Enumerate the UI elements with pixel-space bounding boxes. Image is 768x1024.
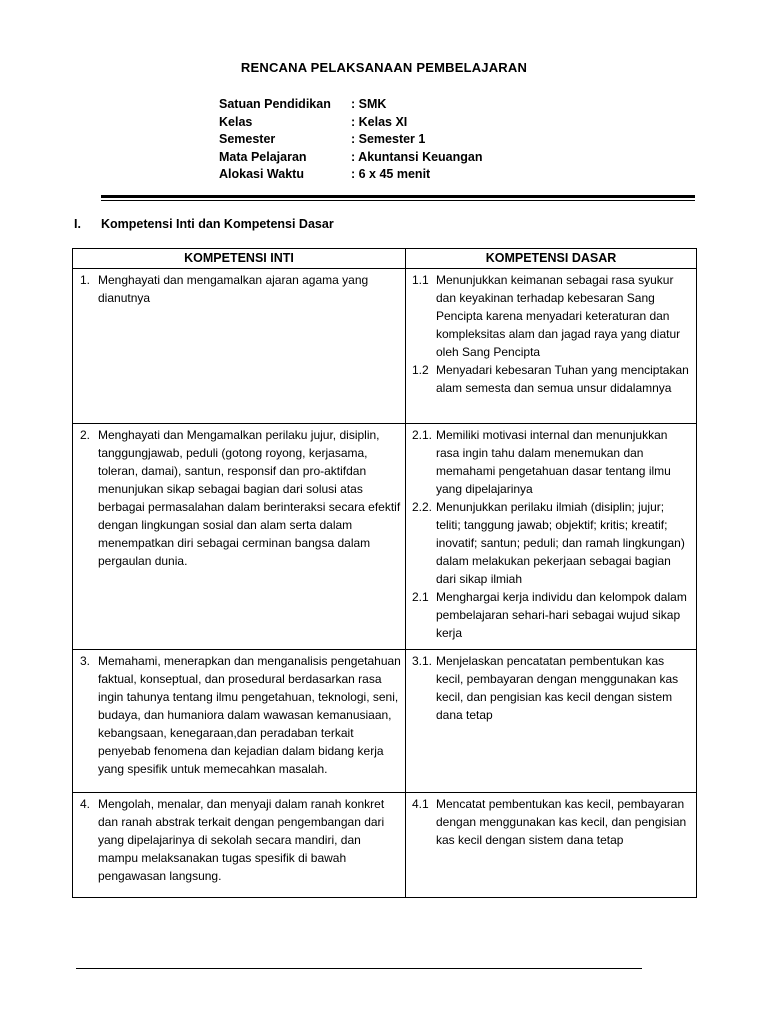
meta-label: Semester [219, 132, 276, 146]
header-divider-thick [101, 195, 695, 198]
footer-divider [76, 968, 642, 969]
meta-value: : Semester 1 [351, 132, 426, 146]
kd-text: Mencatat pembentukan kas kecil, pembayaran dengan menggunakan kas kecil, dan pengisian kas kecil dengan sistem dana tetap [436, 797, 687, 847]
document-meta [219, 96, 483, 184]
table-row [73, 269, 697, 424]
table-row [73, 650, 697, 793]
table-row [73, 424, 697, 650]
kd-text: Menunjukkan keimanan sebagai rasa syukur dan keyakinan terhadap kebesaran Sang Pencipta karena menyadari keteraturan dan kompleksitas alam dan jagad raya yang diatur oleh Sang Pencipta [436, 273, 681, 359]
ki-text: Memahami, menerapkan dan menganalisis pengetahuan faktual, konseptual, dan prosedural berdasarkan rasa ingin tahunya tentang ilmu pengetahuan, teknologi, seni, budaya, dan humaniora dalam wawasan kemanusiaan, kebangsaan, kenegaraan,dan peradaban terkait penyebab fenomena dan kejadian dalam bidang kerja yang spesifik untuk memecahkan masalah. [98, 654, 401, 776]
ki-number: 3. [80, 654, 91, 668]
kd-text: Menunjukkan perilaku ilmiah (disiplin; jujur; teliti; tanggung jawab; objektif; kritis; kreatif; inovatif; santun; peduli; dan ramah lingkungan) dalam melakukan pekerjaan sebagai bagian dari sikap ilmiah [436, 500, 685, 586]
meta-value: : Kelas XI [351, 114, 408, 129]
kd-item [412, 426, 692, 498]
meta-label: Kelas [219, 114, 253, 129]
kd-text: Menghargai kerja individu dan kelompok dalam pembelajaran sehari-hari sebagai wujud sikap kerja [436, 590, 687, 640]
ki-number: 4. [80, 797, 91, 811]
ki-cell [73, 793, 406, 898]
kd-cell [406, 650, 697, 793]
meta-value: : Akuntansi Keuangan [351, 149, 483, 164]
kd-item [412, 271, 692, 361]
ki-cell [73, 269, 406, 424]
header-divider-thin [101, 200, 695, 201]
meta-row-mata-pelajaran [219, 149, 483, 167]
ki-text: Menghayati dan Mengamalkan perilaku jujur, disiplin, tanggungjawab, peduli (gotong royong, kerjasama, toleran, damai), santun, responsif dan pro-aktifdan menunjukan sikap sebagai bagian dari solusi atas berbagai permasalahan dalam berinteraksi secara efektif dengan lingkungan sosial dan alam serta dalam menempatkan diri sebagai cerminan bangsa dalam pergaulan dunia. [98, 428, 401, 568]
column-header-kompetensi-inti: KOMPETENSI INTI [73, 249, 406, 269]
section-title: Kompetensi Inti dan Kompetensi Dasar [101, 217, 334, 231]
kd-cell [406, 793, 697, 898]
kd-number: 2.2. [412, 500, 433, 514]
kompetensi-table [72, 248, 697, 898]
ki-cell [73, 424, 406, 650]
meta-value: : 6 x 45 menit [351, 167, 431, 181]
meta-row-kelas [219, 114, 483, 132]
kd-text: Memiliki motivasi internal dan menunjukkan rasa ingin tahu dalam menemukan dan memahami pengetahuan dasar tentang ilmu yang dipelajarinya [436, 428, 671, 496]
ki-number: 2. [80, 428, 91, 442]
kd-item [412, 498, 692, 588]
section-number: I. [74, 217, 81, 231]
kd-text: Menjelaskan pencatatan pembentukan kas kecil, pembayaran dengan menggunakan kas kecil, dan pengisian kas kecil dengan sistem dana tetap [436, 654, 679, 722]
kd-item [412, 795, 692, 849]
kd-number: 2.1. [412, 428, 433, 442]
table-header-row [73, 249, 697, 269]
kd-number: 2.1 [412, 590, 429, 604]
table-row [73, 793, 697, 898]
section-heading [74, 217, 334, 231]
meta-row-semester [219, 131, 483, 149]
kd-text: Menyadari kebesaran Tuhan yang menciptakan alam semesta dan semua unsur didalamnya [436, 363, 689, 395]
kd-number: 3.1. [412, 654, 433, 668]
ki-text: Mengolah, menalar, dan menyaji dalam ranah konkret dan ranah abstrak terkait dengan pengembangan dari yang dipelajarinya di sekolah secara mandiri, dan mampu melaksanakan tugas spesifik di bawah pengawasan langsung. [98, 797, 385, 883]
meta-row-alokasi-waktu [219, 166, 483, 184]
kd-cell [406, 424, 697, 650]
meta-value: : SMK [351, 97, 387, 111]
column-header-kompetensi-dasar: KOMPETENSI DASAR [406, 249, 697, 269]
kd-item [412, 652, 692, 724]
meta-row-satuan-pendidikan [219, 96, 483, 114]
ki-text: Menghayati dan mengamalkan ajaran agama yang dianutnya [98, 273, 369, 305]
kd-number: 1.2 [412, 363, 429, 377]
ki-number: 1. [80, 273, 91, 287]
kd-item [412, 361, 692, 397]
kd-number: 4.1 [412, 797, 429, 811]
ki-cell [73, 650, 406, 793]
meta-label: Satuan Pendidikan [219, 97, 331, 111]
kd-item [412, 588, 692, 642]
document-title: RENCANA PELAKSANAAN PEMBELAJARAN [240, 60, 528, 75]
meta-label: Mata Pelajaran [219, 149, 307, 164]
kd-cell [406, 269, 697, 424]
kd-number: 1.1 [412, 273, 429, 287]
meta-label: Alokasi Waktu [219, 167, 304, 181]
